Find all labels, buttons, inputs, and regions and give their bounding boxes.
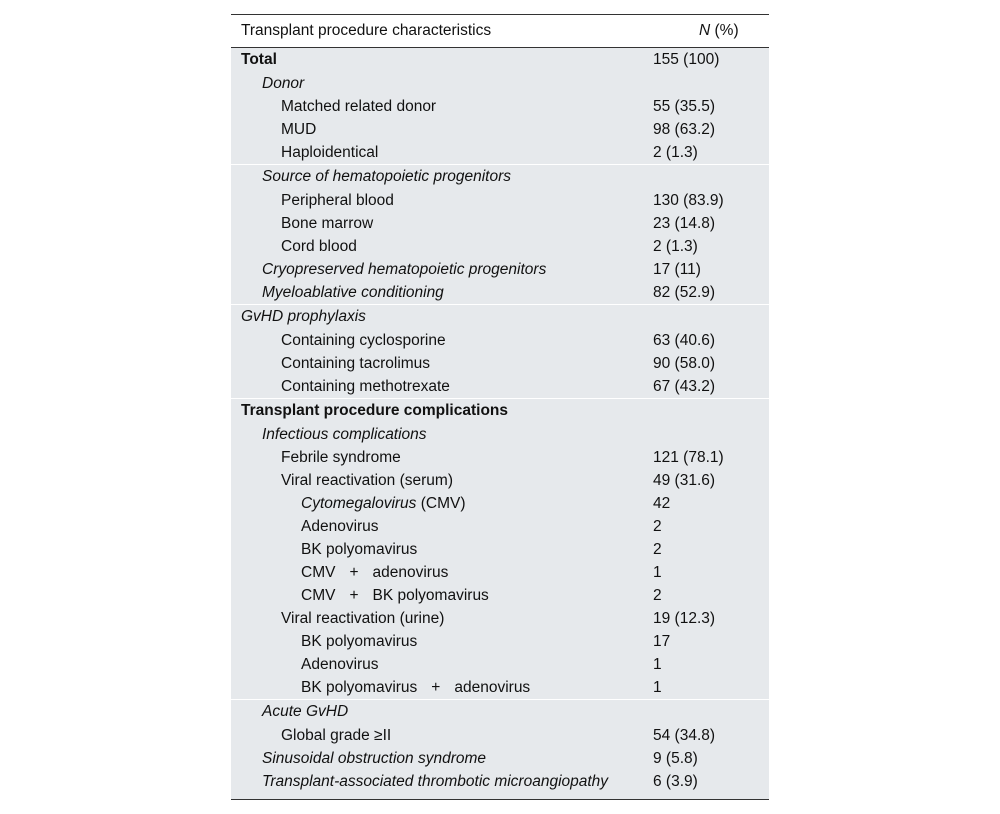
- table-row: [231, 304, 769, 329]
- table-row: [231, 398, 769, 423]
- row-value: 90 (58.0): [653, 354, 716, 372]
- row-value: 17 (11): [653, 260, 701, 278]
- row-label: Global grade ≥II: [281, 726, 392, 744]
- table-row: [231, 352, 769, 375]
- row-label: Myeloablative conditioning: [262, 283, 444, 301]
- table-row: [231, 538, 769, 561]
- row-value: 2: [653, 517, 662, 535]
- table-row: [231, 747, 769, 770]
- cmv-italic-label: Cytomegalovirus: [301, 494, 417, 512]
- table-row: [231, 584, 769, 607]
- row-label: Source of hematopoietic progenitors: [262, 168, 512, 185]
- row-value: 19 (12.3): [653, 609, 716, 627]
- row-value: 2 (1.3): [653, 237, 698, 255]
- row-label: Containing methotrexate: [281, 377, 450, 395]
- row-label: Bone marrow: [281, 214, 374, 232]
- combo-part-b: adenovirus: [372, 563, 449, 581]
- table-row: [231, 95, 769, 118]
- cmv-abbrev-label: (CMV): [416, 494, 466, 512]
- row-label: Infectious complications: [262, 425, 427, 443]
- table-row: [231, 469, 769, 492]
- row-value: 82 (52.9): [653, 283, 716, 301]
- row-value: 6 (3.9): [653, 772, 698, 790]
- table-row: [231, 72, 769, 95]
- table-row: [231, 561, 769, 584]
- row-value: 155 (100): [653, 51, 720, 68]
- header-n-percent: [663, 22, 769, 40]
- table-row: [231, 446, 769, 469]
- row-label: [231, 495, 653, 513]
- row-value: 63 (40.6): [653, 331, 716, 349]
- row-value: 121 (78.1): [653, 448, 724, 466]
- combo-part-a: CMV: [301, 586, 336, 604]
- header-characteristics: Transplant procedure characteristics: [241, 22, 492, 39]
- header-percent: (%): [710, 22, 739, 39]
- row-label: Total: [241, 51, 277, 68]
- table-row: [231, 724, 769, 747]
- table-row: [231, 423, 769, 446]
- table-row: [231, 375, 769, 398]
- table-header: [231, 14, 769, 48]
- table-row: [231, 118, 769, 141]
- row-value: 130 (83.9): [653, 191, 724, 209]
- table-row: [231, 329, 769, 352]
- row-label: Containing tacrolimus: [281, 354, 431, 372]
- row-value: 17: [653, 632, 671, 650]
- table-row: [231, 235, 769, 258]
- row-value: 98 (63.2): [653, 120, 716, 138]
- table-row: [231, 653, 769, 676]
- row-value: 1: [653, 563, 662, 581]
- row-label: Cord blood: [281, 237, 357, 255]
- table-row: [231, 48, 769, 72]
- row-value: 23 (14.8): [653, 214, 716, 232]
- row-value: 54 (34.8): [653, 726, 716, 744]
- header-n: N: [699, 22, 711, 39]
- table-row: [231, 770, 769, 793]
- row-label: [231, 587, 653, 605]
- plus-sign: +: [431, 678, 441, 696]
- table-row: [231, 141, 769, 164]
- row-label: Donor: [262, 74, 305, 92]
- table-row: [231, 258, 769, 281]
- row-value: 49 (31.6): [653, 471, 716, 489]
- row-label: Viral reactivation (serum): [281, 471, 453, 489]
- table-row: [231, 630, 769, 653]
- row-label: [231, 679, 653, 697]
- row-value: 9 (5.8): [653, 749, 698, 767]
- plus-sign: +: [349, 586, 359, 604]
- row-label: Adenovirus: [301, 655, 379, 673]
- plus-sign: +: [349, 563, 359, 581]
- table-row: [231, 607, 769, 630]
- row-label: Peripheral blood: [281, 191, 394, 209]
- row-label: Febrile syndrome: [281, 448, 401, 466]
- table-row: [231, 515, 769, 538]
- table-row: [231, 212, 769, 235]
- row-value: 2: [653, 586, 662, 604]
- row-label: Acute GvHD: [262, 703, 349, 720]
- row-label: Matched related donor: [281, 97, 437, 115]
- table-row: [231, 492, 769, 515]
- row-value: 42: [653, 494, 671, 512]
- table-row: [231, 699, 769, 724]
- table-row: [231, 189, 769, 212]
- row-label: Viral reactivation (urine): [281, 609, 445, 627]
- combo-part-b: BK polyomavirus: [372, 586, 489, 604]
- row-label: MUD: [281, 120, 317, 138]
- row-label: BK polyomavirus: [301, 632, 418, 650]
- combo-part-a: BK polyomavirus: [301, 678, 418, 696]
- row-label: Cryopreserved hematopoietic progenitors: [262, 260, 547, 278]
- row-label: Transplant procedure complications: [241, 402, 509, 419]
- row-label: Transplant-associated thrombotic microangiopathy: [262, 772, 609, 790]
- row-value: 1: [653, 678, 662, 696]
- row-value: 67 (43.2): [653, 377, 716, 395]
- row-value: 2 (1.3): [653, 143, 698, 161]
- row-value: 55 (35.5): [653, 97, 716, 115]
- row-label: BK polyomavirus: [301, 540, 418, 558]
- row-label: GvHD prophylaxis: [241, 308, 366, 325]
- row-value: 1: [653, 655, 662, 673]
- table-row: [231, 676, 769, 699]
- transplant-table: [231, 14, 769, 800]
- table-row: [231, 164, 769, 189]
- table-row: [231, 281, 769, 304]
- row-label: Sinusoidal obstruction syndrome: [262, 749, 487, 767]
- row-label: [231, 564, 653, 582]
- table-body: [231, 48, 769, 800]
- row-label: Haploidentical: [281, 143, 379, 161]
- row-value: 2: [653, 540, 662, 558]
- combo-part-b: adenovirus: [454, 678, 531, 696]
- combo-part-a: CMV: [301, 563, 336, 581]
- row-label: Adenovirus: [301, 517, 379, 535]
- row-label: Containing cyclosporine: [281, 331, 446, 349]
